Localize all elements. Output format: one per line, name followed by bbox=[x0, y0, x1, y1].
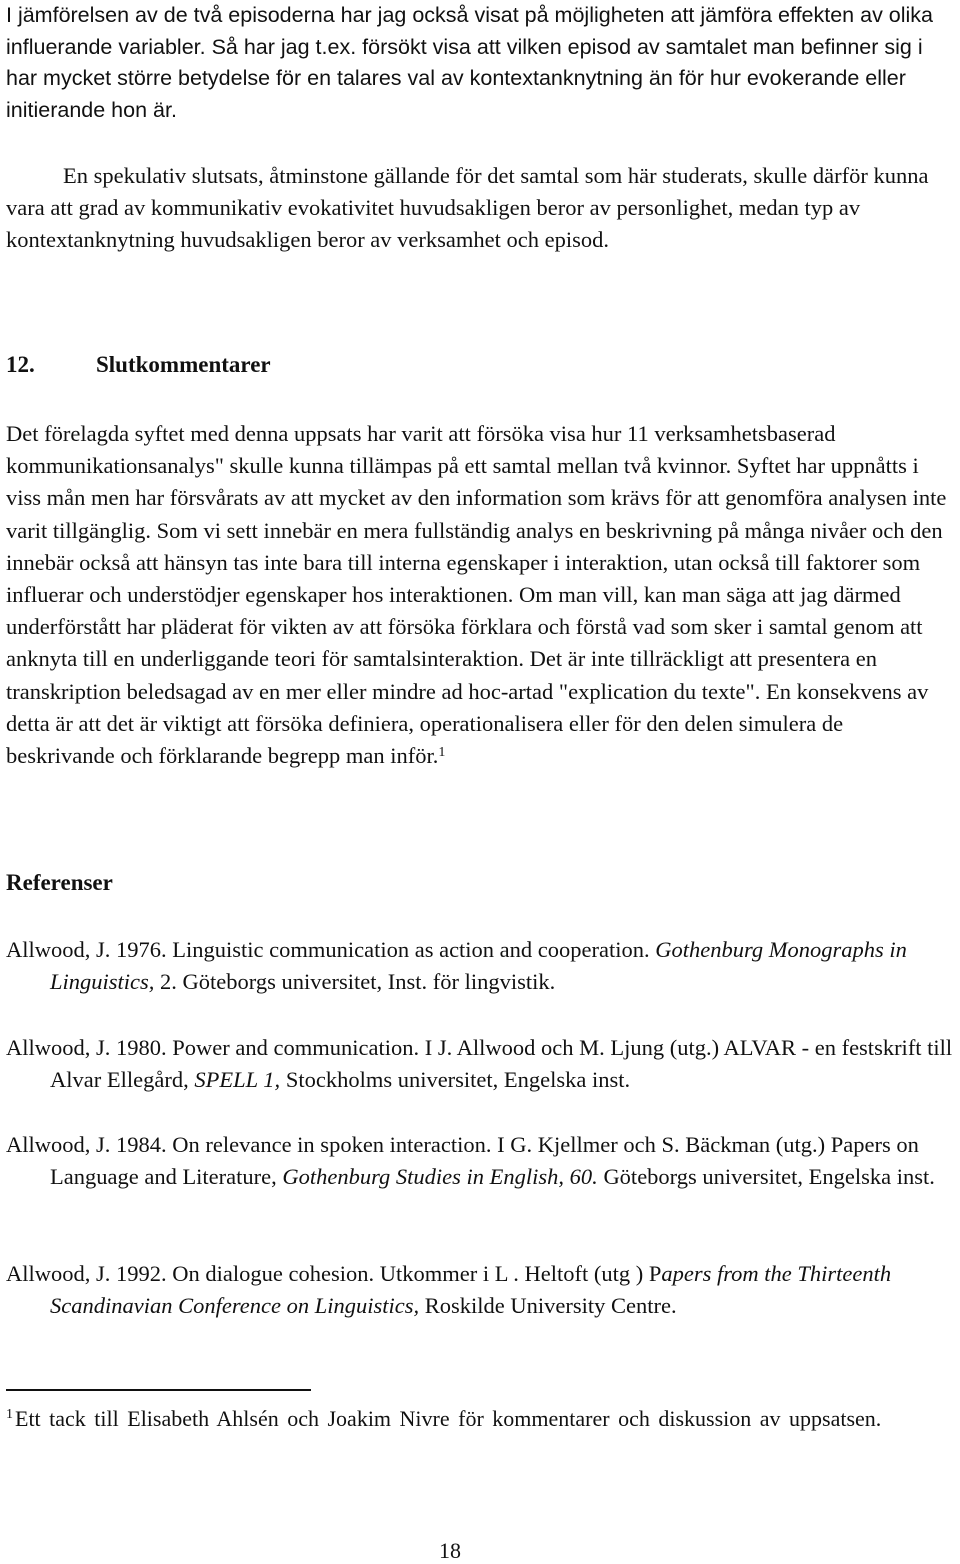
intro-paragraph: I jämförelsen av de två episoderna har jag också visat på möjligheten att jämföra effekten av olika influerande variabler. Så har jag t.ex. försökt visa att vilken episod av samtalet man befinner sig i har mycket större betydelse för en talares val av kontextanknytning än för hur evokerande eller initierande hon är. bbox=[6, 3, 934, 122]
section-body bbox=[6, 418, 951, 772]
footnote-separator bbox=[6, 1389, 311, 1391]
section-title: Slutkommentarer bbox=[96, 352, 271, 377]
page-number: 18 bbox=[439, 1538, 461, 1563]
section-heading bbox=[6, 352, 271, 378]
section-body-text: Det förelagda syftet med denna uppsats har varit att försöka visa hur 11 verksamhetsbaserad kommunikationsanalys" skulle kunna tillämpas på ett samtal mellan två kvinnor. Syftet har uppnåtts i viss mån men har försvårats av att mycket av den information som krävs för att genomföra analysen inte varit tillgänglig. Som vi sett innebär en mera fullständig analys en beskrivning på många nivåer och den innebär också att hänsyn tas inte bara till interna egenskaper i interaktion, utan också till faktorer som influerar och understödjer egenskaper hos interaktionen. Om man vill, kan man säga att jag därmed underförstått har pläderat för vikten av att försöka förklara och förstå vad som sker i samtal genom att anknyta till en underliggande teori för samtalsinteraktion. Det är inte tillräckligt att presentera en transkription beledsagad av en mer eller mindre ad hoc-artad "explication du texte". En konsekvens av detta är att det är viktigt att försöka definiera, operationalisera eller för den delen simulera de beskrivande och förklarande begrepp man inför. bbox=[6, 421, 947, 769]
footnote bbox=[6, 1402, 957, 1435]
reference-item: Allwood, J. 1984. On relevance in spoken interaction. I G. Kjellmer och S. Bäckman (utg.) Papers on Language and Literature, Gothenburg Studies in English, 60. Göteborgs universitet, Engelska inst. bbox=[6, 1132, 935, 1190]
reference-item: Allwood, J. 1976. Linguistic communication as action and cooperation. Gothenburg Monographs in Linguistics, 2. Göteborgs universitet, Inst. för lingvistik. bbox=[6, 937, 907, 995]
footnote-marker: 1 bbox=[6, 1407, 13, 1422]
footnote-reference: 1 bbox=[438, 745, 446, 761]
conclusion-paragraph: En spekulativ slutsats, åtminstone gällande för det samtal som här studerats, skulle därför kunna vara att grad av kommunikativ evokativitet huvudsakligen beror av personlighet, medan typ av kontextanknytning huvudsakligen beror av verksamhet och episod. bbox=[6, 163, 929, 253]
references-heading: Referenser bbox=[6, 870, 113, 895]
section-number: 12. bbox=[6, 352, 35, 377]
reference-item: Allwood, J. 1992. On dialogue cohesion. Utkommer i L . Heltoft (utg ) Papers from the Thirteenth Scandinavian Conference on Linguistics, Roskilde University Centre. bbox=[6, 1261, 892, 1319]
footnote-text: Ett tack till Elisabeth Ahlsén och Joakim Nivre för kommentarer och diskussion av uppsatsen. bbox=[15, 1406, 882, 1431]
reference-item: Allwood, J. 1980. Power and communication. I J. Allwood och M. Ljung (utg.) ALVAR - en festskrift till Alvar Ellegård, SPELL 1, Stockholms universitet, Engelska inst. bbox=[6, 1035, 953, 1093]
